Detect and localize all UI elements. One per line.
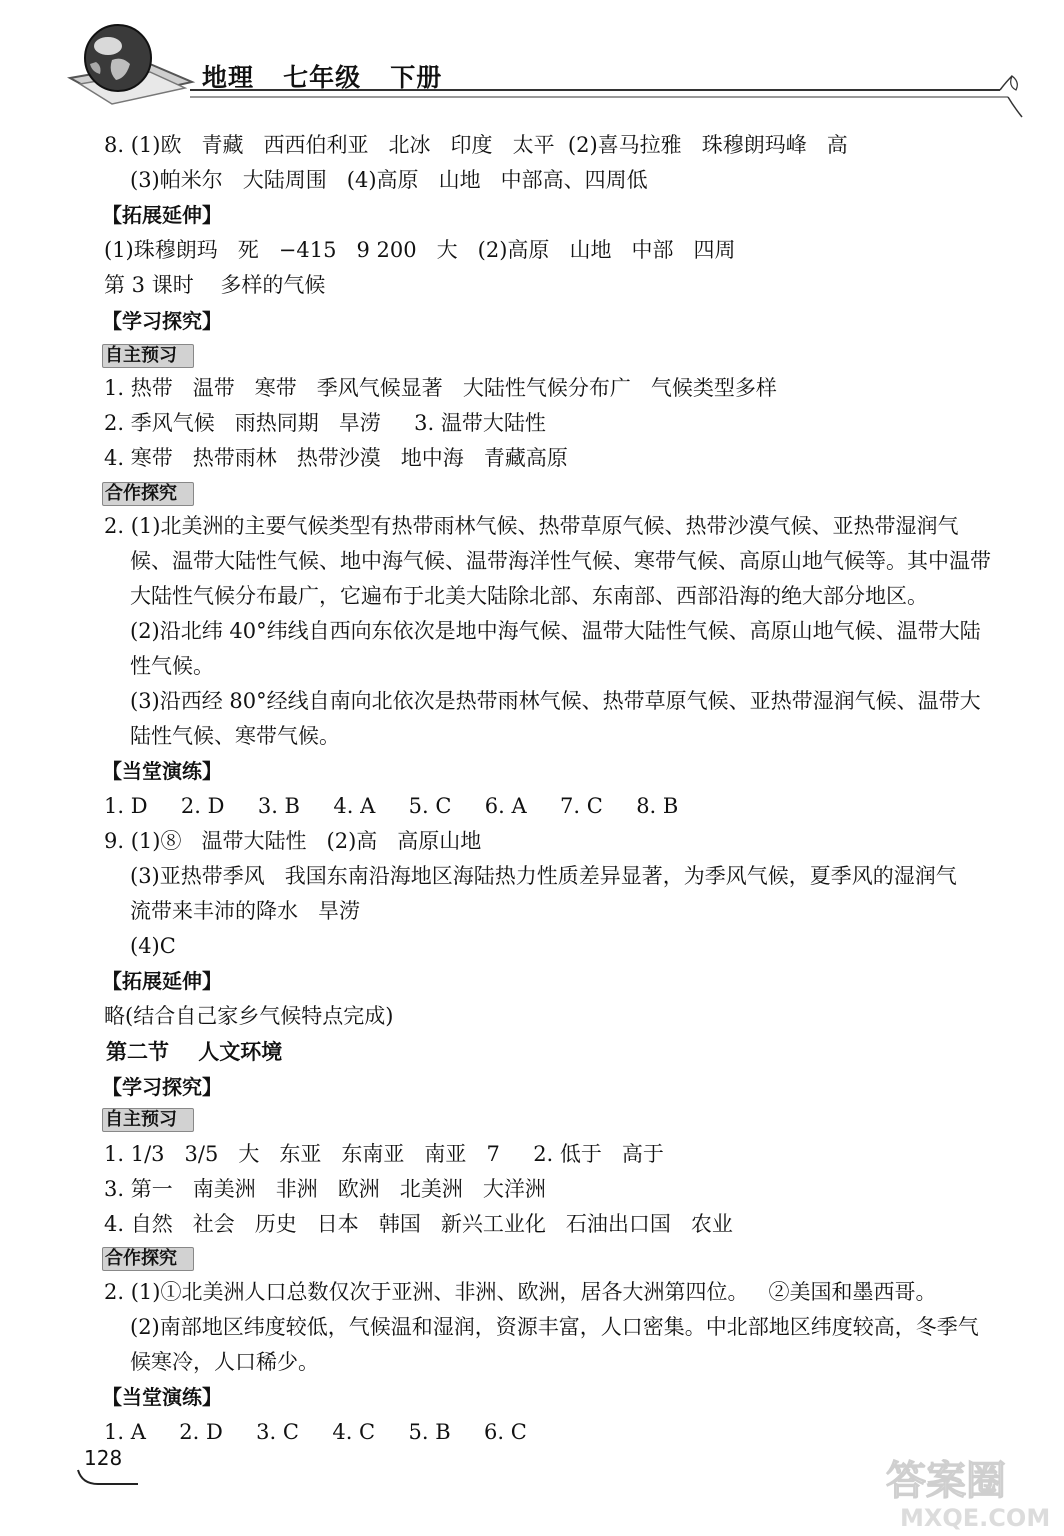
text-line: (3)亚热带季风 我国东南沿海地区海陆热力性质差异显著，为季风气候，夏季风的湿润气 [130, 864, 957, 888]
text-line: 9. (1)⑧ 温带大陆性 (2)高 高原山地 [104, 829, 482, 853]
text-line: (2)沿北纬 40°纬线自西向东依次是地中海气候、温带大陆性气候、高原山地气候、温带大陆 [130, 619, 981, 643]
subsection-tag: 自主预习 [102, 344, 194, 368]
section-heading: 【学习探究】 [102, 1075, 222, 1099]
text-line: 1. D 2. D 3. B 4. A 5. C 6. A 7. C 8. B [104, 794, 679, 818]
text-line: 4. 自然 社会 历史 日本 韩国 新兴工业化 石油出口国 农业 [104, 1212, 733, 1236]
text-line: 2. 季风气候 雨热同期 旱涝 3. 温带大陆性 [104, 411, 546, 435]
subsection-tag: 自主预习 [102, 1108, 194, 1132]
text-line: 略(结合自己家乡气候特点完成) [104, 1004, 394, 1028]
text-line: 2. (1)北美洲的主要气候类型有热带雨林气候、热带草原气候、热带沙漠气候、亚热带湿润气 [104, 514, 959, 538]
subsection-tag: 合作探究 [102, 1247, 194, 1271]
page-header [0, 0, 1064, 125]
globe-book-icon [70, 25, 192, 104]
watermark-bottom: MXQE.COM [900, 1504, 1051, 1532]
text-line: 1. 热带 温带 寒带 季风气候显著 大陆性气候分布广 气候类型多样 [104, 376, 777, 400]
section-heading: 【学习探究】 [102, 309, 222, 333]
text-line: 1. 1/3 3/5 大 东亚 东南亚 南亚 7 2. 低于 高于 [104, 1142, 664, 1166]
chapter-title: 第二节 人文环境 [106, 1040, 283, 1064]
text-line: 流带来丰沛的降水 旱涝 [130, 899, 361, 923]
text-line: 4. 寒带 热带雨林 热带沙漠 地中海 青藏高原 [104, 446, 568, 470]
section-heading: 【当堂演练】 [102, 759, 222, 783]
text-line: 陆性气候、寒带气候。 [130, 724, 340, 748]
header-decoration [0, 0, 1064, 125]
subsection-tag: 合作探究 [102, 482, 194, 506]
text-line: (4)C [130, 934, 176, 958]
text-line: (3)沿西经 80°经线自南向北依次是热带雨林气候、热带草原气候、亚热带湿润气候、温带大 [130, 689, 981, 713]
section-heading: 【拓展延伸】 [102, 969, 222, 993]
lesson-title: 第 3 课时 多样的气候 [104, 273, 326, 297]
text-line: (1)珠穆朗玛 死 −415 9 200 大 (2)高原 山地 中部 四周 [104, 238, 736, 262]
text-line: 候寒冷，人口稀少。 [130, 1350, 319, 1374]
text-line: (3)帕米尔 大陆周围 (4)高原 山地 中部高、四周低 [130, 168, 648, 192]
header-title: 地理 七年级 下册 [202, 63, 443, 92]
watermark-logo [882, 1448, 1052, 1532]
text-line: 8. (1)欧 青藏 西西伯利亚 北冰 印度 太平 (2)喜马拉雅 珠穆朗玛峰 高 [104, 133, 848, 157]
text-line: 性气候。 [130, 654, 214, 678]
text-line: (2)南部地区纬度较低，气候温和湿润，资源丰富，人口密集。中北部地区纬度较高，冬季气 [130, 1315, 979, 1339]
text-line: 3. 第一 南美洲 非洲 欧洲 北美洲 大洋洲 [104, 1177, 546, 1201]
watermark-top: 答案圈 [886, 1458, 1006, 1504]
text-line: 候、温带大陆性气候、地中海气候、温带海洋性气候、寒带气候、高原山地气候等。其中温带 [130, 549, 991, 573]
text-line: 大陆性气候分布最广，它遍布于北美大陆除北部、东南部、西部沿海的绝大部分地区。 [130, 584, 928, 608]
text-line: 2. (1)①北美洲人口总数仅次于亚洲、非洲、欧洲，居各大洲第四位。 ②美国和墨西哥。 [104, 1280, 937, 1304]
page-number: 128 [84, 1446, 123, 1470]
section-heading: 【拓展延伸】 [102, 203, 222, 227]
text-line: 1. A 2. D 3. C 4. C 5. B 6. C [104, 1420, 527, 1444]
section-heading: 【当堂演练】 [102, 1385, 222, 1409]
